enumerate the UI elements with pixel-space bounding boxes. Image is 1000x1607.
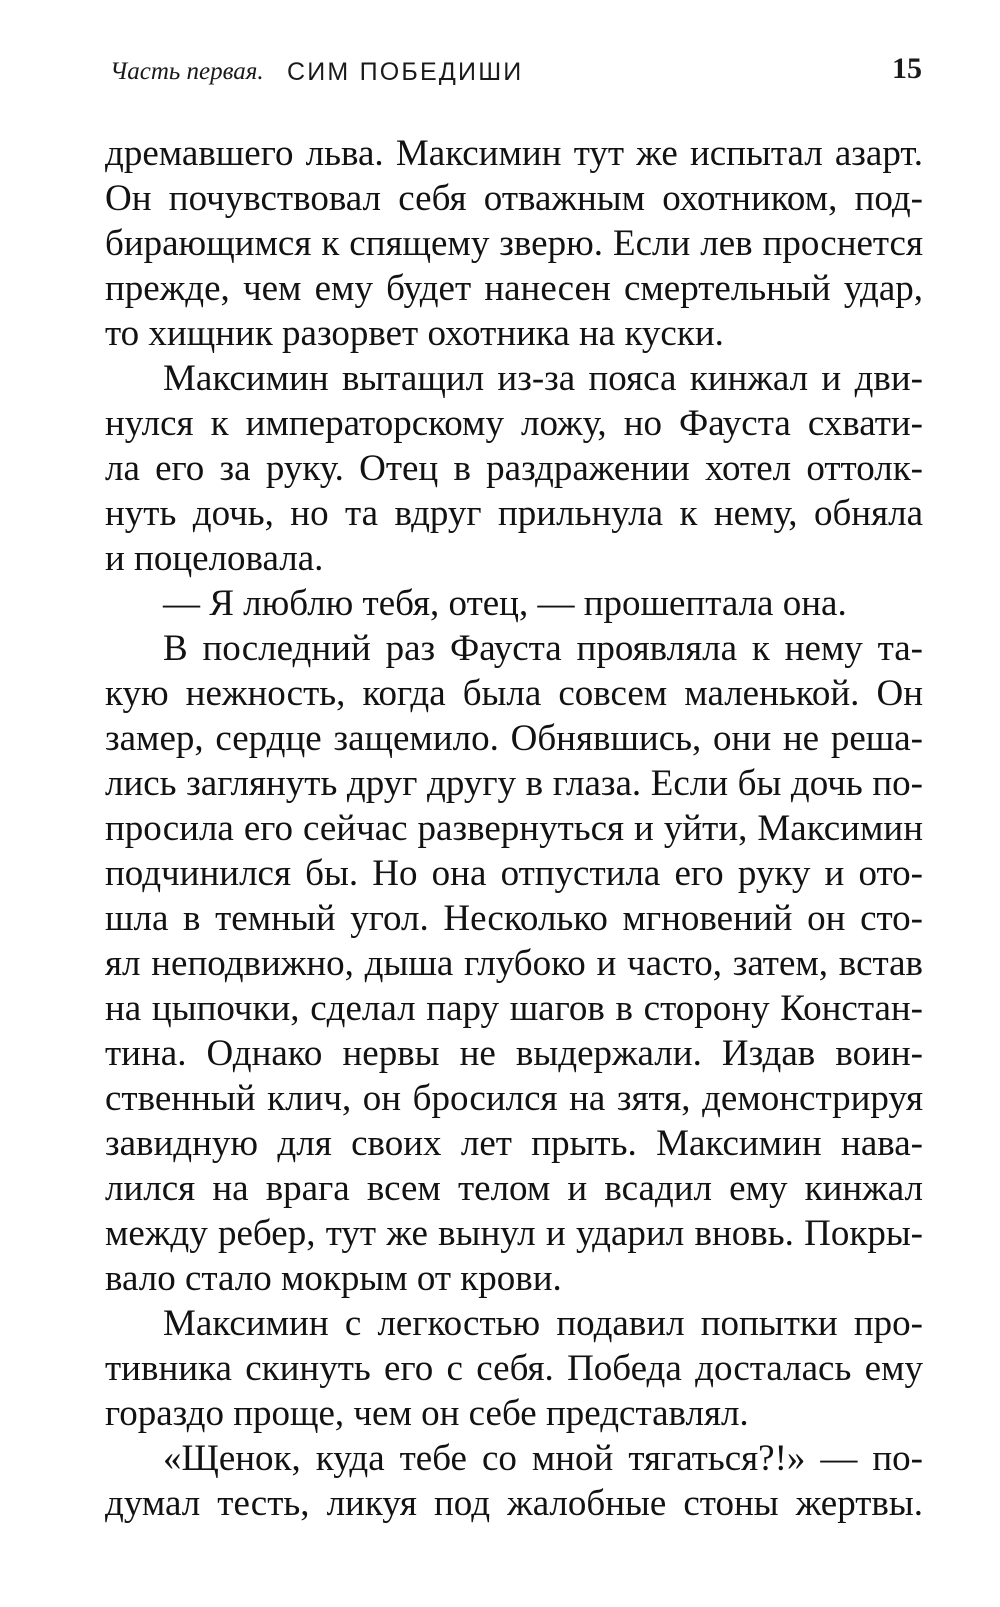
- text-line: ственный клич, он бросился на зятя, демонстрируя: [105, 1078, 923, 1119]
- text-line: нуть дочь, но та вдруг прильнула к нему, обняла: [105, 493, 923, 534]
- text-line: «Щенок, куда тебе со мной тягаться?!» — по-: [163, 1438, 923, 1479]
- part-label: Часть первая.: [110, 58, 264, 85]
- text-line: дремавшего льва. Максимин тут же испытал азарт.: [105, 133, 923, 174]
- text-line: шла в темный угол. Несколько мгновений он сто-: [105, 898, 923, 939]
- text-line: гораздо проще, чем он себе представлял.: [105, 1393, 749, 1434]
- text-line: то хищник разорвет охотника на куски.: [105, 313, 724, 354]
- text-line: просила его сейчас развернуться и уйти, Максимин: [105, 808, 923, 849]
- text-line: Максимин с легкостью подавил попытки про-: [163, 1303, 923, 1344]
- text-line: на цыпочки, сделал пару шагов в сторону Констан-: [105, 988, 923, 1029]
- text-line: лился на врага всем телом и всадил ему кинжал: [105, 1168, 923, 1209]
- page-number: 15: [892, 52, 922, 85]
- text-line: В последний раз Фауста проявляла к нему та-: [163, 628, 923, 669]
- running-head: [110, 52, 922, 92]
- text-line: замер, сердце защемило. Обнявшись, они не реша-: [105, 718, 923, 759]
- text-line: прежде, чем ему будет нанесен смертельный удар,: [105, 268, 923, 309]
- text-line: вало стало мокрым от крови.: [105, 1258, 562, 1299]
- chapter-title: СИМ ПОБЕДИШИ: [287, 58, 524, 86]
- text-line: подчинился бы. Но она отпустила его руку и ото-: [105, 853, 923, 894]
- text-line: нулся к императорскому ложу, но Фауста схвати-: [105, 403, 923, 444]
- text-line: ял неподвижно, дыша глубоко и часто, затем, встав: [105, 943, 923, 984]
- text-line: Он почувствовал себя отважным охотником, под-: [105, 178, 923, 219]
- text-line: завидную для своих лет прыть. Максимин нава-: [105, 1123, 923, 1164]
- text-line: тина. Однако нервы не выдержали. Издав воин-: [105, 1033, 923, 1074]
- text-line: бирающимся к спящему зверю. Если лев проснется: [105, 223, 923, 264]
- text-line: ла его за руку. Отец в раздражении хотел оттолк-: [105, 448, 923, 489]
- text-line: между ребер, тут же вынул и ударил вновь. Покры-: [105, 1213, 923, 1254]
- text-line: кую нежность, когда была совсем маленькой. Он: [105, 673, 923, 714]
- text-line: думал тесть, ликуя под жалобные стоны жертвы.: [105, 1483, 923, 1524]
- text-line: лись заглянуть друг другу в глаза. Если бы дочь по-: [105, 763, 923, 804]
- text-line: Максимин вытащил из-за пояса кинжал и дви-: [163, 358, 923, 399]
- body-text: [105, 131, 923, 1526]
- text-line: тивника скинуть его с себя. Победа досталась ему: [105, 1348, 923, 1389]
- text-line: и поцеловала.: [105, 538, 324, 579]
- text-line: — Я люблю тебя, отец, — прошептала она.: [163, 583, 847, 624]
